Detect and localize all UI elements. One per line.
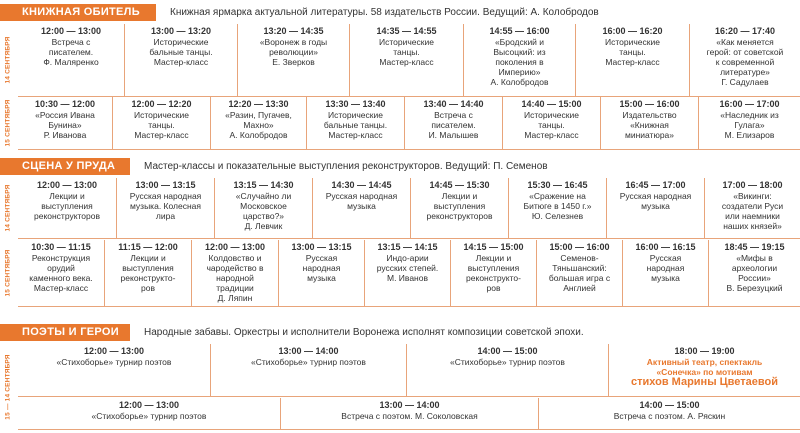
event-cell: 13:30 — 13:40 Исторические бальные танцы. Мастер-класс bbox=[306, 97, 404, 149]
event-cell: 14:00 — 15:00 Встреча с поэтом. А. Ряскин bbox=[538, 398, 800, 429]
day-label: 15 — 14 СЕНТЯБРЯ bbox=[4, 353, 12, 420]
event-cell: 13:15 — 14:15 Индо-арии русских степей. М. Иванов bbox=[364, 240, 450, 306]
section-title-scena: СЦЕНА У ПРУДА bbox=[0, 158, 130, 175]
event-cell: 14:35 — 14:55 Исторические танцы. Мастер-класс bbox=[349, 24, 463, 96]
event-cell: 16:00 — 17:00 «Наследник из Гулага» М. Елизаров bbox=[698, 97, 800, 149]
event-cell: 13:20 — 14:35 «Воронеж в годы революции» Е. Зверков bbox=[237, 24, 349, 96]
event-cell: 11:15 — 12:00 Лекции и выступления реконструкто- ров bbox=[104, 240, 191, 306]
event-cell: 12:00 — 13:00 Лекции и выступления реконструкторов bbox=[33, 180, 101, 221]
day-label: 14 СЕНТЯБРЯ bbox=[4, 184, 12, 232]
schedule-row bbox=[18, 97, 800, 150]
event-cell: 14:15 — 15:00 Лекции и выступления реконструкто- ров bbox=[450, 240, 536, 306]
section-title-poety: ПОЭТЫ И ГЕРОИ bbox=[0, 324, 130, 341]
event-cell: 12:00 — 13:00 «Стихоборье» турнир поэтов bbox=[91, 400, 207, 421]
event-cell: 17:00 — 18:00 «Викинги: создатели Руси или наемники наших князей» bbox=[704, 178, 800, 238]
day-label: 14 СЕНТЯБРЯ bbox=[4, 36, 12, 84]
event-cell: 13:15 — 14:30 «Случайно ли Московское царство?» Д. Левчик bbox=[214, 178, 312, 238]
event-cell: 12:00 — 13:00 Колдовство и чародейство в народной традиции Д. Ляпин bbox=[191, 240, 278, 306]
event-cell: 14:30 — 14:45 Русская народная музыка bbox=[312, 178, 410, 238]
event-cell: 13:00 — 14:00 Встреча с поэтом. М. Соколовская bbox=[280, 398, 538, 429]
event-cell-highlight: 18:00 — 19:00 Активный театр, спектакль «Сонечка» по мотивам стихов Марины Цветаевой bbox=[608, 344, 800, 396]
event-cell: 12:00 — 13:00 «Стихоборье» турнир поэтов bbox=[56, 346, 172, 367]
event-cell: 14:40 — 15:00 Исторические танцы. Мастер-класс bbox=[502, 97, 600, 149]
schedule-row bbox=[18, 178, 800, 239]
event-cell: 14:00 — 15:00 «Стихоборье» турнир поэтов bbox=[406, 344, 608, 396]
event-cell: 16:45 — 17:00 Русская народная музыка bbox=[606, 178, 704, 238]
event-cell: 13:00 — 13:15 Русская народная музыка bbox=[278, 240, 364, 306]
event-cell: 15:00 — 16:00 Издательство «Книжная миниатюра» bbox=[600, 97, 698, 149]
section-description: Мастер-классы и показательные выступления реконструкторов. Ведущий: П. Семенов bbox=[144, 161, 548, 172]
event-cell: 15:00 — 16:00 Семенов- Тяньшанский: большая игра с Англией bbox=[536, 240, 622, 306]
event-cell: 14:45 — 15:30 Лекции и выступления реконструкторов bbox=[410, 178, 508, 238]
event-cell: 12:20 — 13:30 «Разин, Пугачев, Махно» А. Колобродов bbox=[210, 97, 306, 149]
schedule-row bbox=[18, 398, 800, 430]
section-description: Книжная ярмарка актуальной литературы. 58 издательств России. Ведущий: А. Колобродов bbox=[170, 7, 599, 18]
section-title-knizhnaya: КНИЖНАЯ ОБИТЕЛЬ bbox=[0, 4, 156, 21]
event-cell: 13:00 — 13:15 Русская народная музыка. Колесная лира bbox=[116, 178, 214, 238]
section-description: Народные забавы. Оркестры и исполнители Воронежа исполнят композиции советской эпохи. bbox=[144, 327, 584, 338]
event-cell: 10:30 — 12:00 «Россия Ивана Бунина» Р. Иванова bbox=[34, 99, 96, 140]
event-cell: 12:00 — 12:20 Исторические танцы. Мастер-класс bbox=[112, 97, 210, 149]
schedule-row bbox=[18, 240, 800, 307]
schedule-row bbox=[18, 344, 800, 397]
event-cell: 18:45 — 19:15 «Мифы в археологии России» В. Березуцкий bbox=[708, 240, 800, 306]
event-cell: 13:00 — 14:00 «Стихоборье» турнир поэтов bbox=[210, 344, 406, 396]
event-cell: 15:30 — 16:45 «Сражение на Битюге в 1450 г.» Ю. Селезнев bbox=[508, 178, 606, 238]
day-label: 15 СЕНТЯБРЯ bbox=[4, 99, 12, 147]
event-cell: 16:00 — 16:20 Исторические танцы. Мастер-класс bbox=[575, 24, 689, 96]
event-cell: 13:00 — 13:20 Исторические бальные танцы. Мастер-класс bbox=[124, 24, 237, 96]
event-cell: 13:40 — 14:40 Встреча с писателем. И. Малышев bbox=[404, 97, 502, 149]
event-cell: 12:00 — 13:00 Встреча с писателем. Ф. Маляренко bbox=[40, 26, 102, 67]
event-cell: 10:30 — 11:15 Реконструкция орудий каменного века. Мастер-класс bbox=[29, 242, 93, 293]
schedule-row bbox=[18, 24, 800, 97]
event-cell: 16:00 — 16:15 Русская народная музыка bbox=[622, 240, 708, 306]
event-cell: 14:55 — 16:00 «Бродский и Высоцкий: из поколения в Империю» А. Колобродов bbox=[463, 24, 575, 96]
day-label: 15 СЕНТЯБРЯ bbox=[4, 249, 12, 297]
event-cell: 16:20 — 17:40 «Как меняется герой: от советской к современной литературе» Г. Садулаев bbox=[689, 24, 800, 96]
